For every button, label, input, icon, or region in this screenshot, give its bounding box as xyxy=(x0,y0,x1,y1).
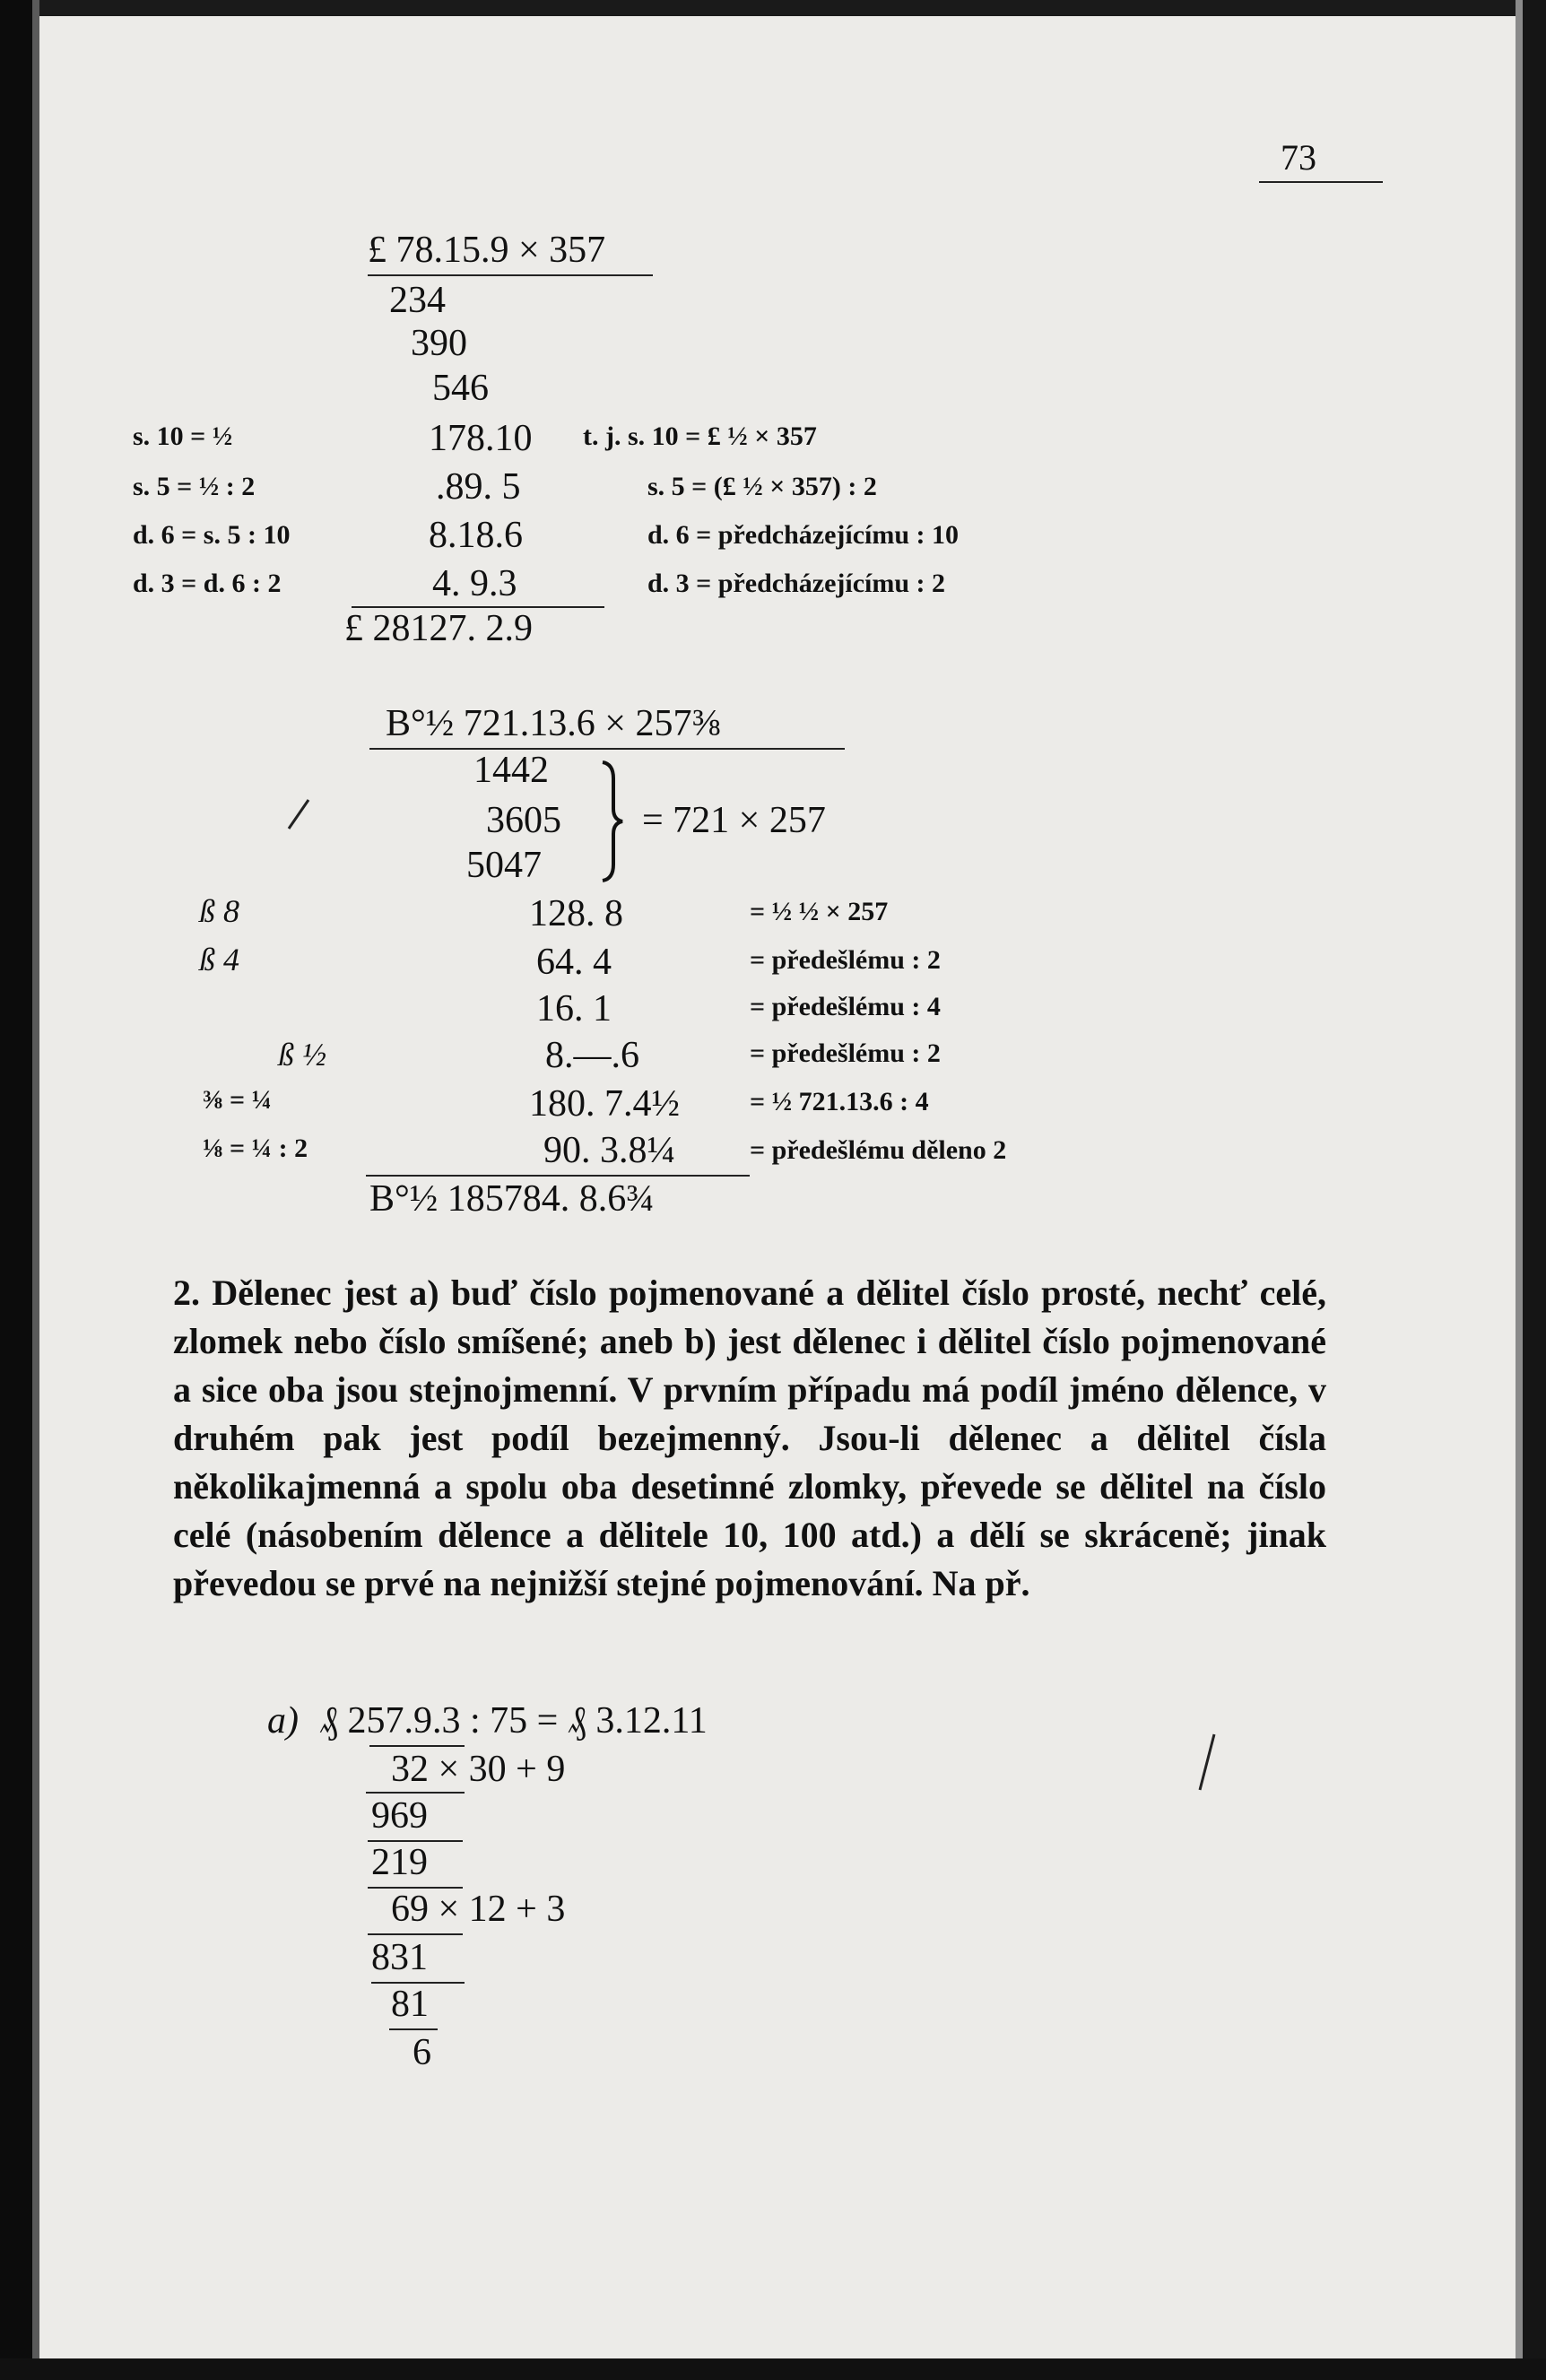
block2-value: 180. 7.4½ xyxy=(529,1083,680,1125)
block1-value: 4. 9.3 xyxy=(432,563,517,604)
curly-brace-icon xyxy=(599,760,624,882)
block2-left-note: ß 8 xyxy=(199,893,239,929)
block3-header: ₰ 257.9.3 : 75 = ₰ 3.12.11 xyxy=(319,1700,708,1742)
block1-right-note: t. j. s. 10 = £ ½ × 357 xyxy=(583,421,817,451)
block2-right-note: = ½ 721.13.6 : 4 xyxy=(750,1087,929,1116)
block2-right-note: = předešlému : 2 xyxy=(750,1038,941,1068)
block1-partial: 234 xyxy=(389,280,446,321)
block2-value: 64. 4 xyxy=(536,942,612,983)
block2-value: 16. 1 xyxy=(536,988,612,1029)
block2-total: B°½ 185784. 8.6¾ xyxy=(369,1178,655,1220)
block3-rule xyxy=(368,1933,463,1935)
block2-right-note: = předešlému : 4 xyxy=(750,992,941,1021)
pencil-mark-icon xyxy=(1193,1731,1220,1794)
scan-border-left xyxy=(0,0,32,2380)
scan-border-top xyxy=(0,0,1546,16)
block1-header-rule xyxy=(368,274,653,276)
block1-left-note: s. 10 = ½ xyxy=(133,421,233,451)
block2-header-rule xyxy=(369,748,845,750)
block2-left-note: ß 4 xyxy=(199,942,239,977)
block2-value: 128. 8 xyxy=(529,893,623,934)
block2-left-note: ⅜ = ¼ xyxy=(203,1085,273,1115)
block2-partial: 3605 xyxy=(486,800,561,841)
block1-value: .89. 5 xyxy=(436,466,521,508)
block3-step: 32 × 30 + 9 xyxy=(391,1749,566,1790)
paragraph-text: 2. Dělenec jest a) buď číslo pojmenované a dělitel číslo prosté, nechť celé, zlomek nebo číslo smíšené; aneb b) jest dělenec i dělitel číslo pojmenované a sice oba jsou stejnojmenní. V prvním případu má podíl jméno dělence, v druhém pak jest podíl bezejmenný. Jsou-li dělenec a dělitel čísla několikajmenná a spolu oba desetinné zlomky, převede se dělitel na číslo celé (násobením dělence a dělitele 10, 100 atd.) a dělí se skráceně; jinak převedou se prvé na nejnižší stejné pojmenování. Na př. xyxy=(173,1273,1326,1603)
block2-partial: 1442 xyxy=(473,750,549,791)
block1-right-note: d. 3 = předcházejícímu : 2 xyxy=(647,569,946,598)
block2-right-note: = předešlému děleno 2 xyxy=(750,1135,1007,1165)
block3-step: 6 xyxy=(413,2032,431,2073)
block1-left-note: d. 3 = d. 6 : 2 xyxy=(133,569,282,598)
page-number: 73 xyxy=(1281,137,1316,178)
body-paragraph xyxy=(173,1269,1326,1608)
scan-border-bottom xyxy=(0,2358,1546,2380)
block3-rule xyxy=(366,1792,465,1794)
block2-left-note: ⅛ = ¼ : 2 xyxy=(203,1134,308,1163)
block1-right-note: d. 6 = předcházejícímu : 10 xyxy=(647,520,960,550)
block3-rule xyxy=(389,2028,438,2030)
pencil-mark-icon xyxy=(285,796,312,832)
block1-value: 178.10 xyxy=(429,418,533,459)
scan-border-right xyxy=(1523,0,1546,2380)
block1-value: 8.18.6 xyxy=(429,515,523,556)
block3-label: a) xyxy=(267,1700,299,1742)
block2-right-note: = předešlému : 2 xyxy=(750,945,941,975)
block3-step: 969 xyxy=(371,1795,428,1837)
block2-brace-note: = 721 × 257 xyxy=(642,800,826,841)
block2-total-rule xyxy=(366,1175,750,1177)
block1-partial: 546 xyxy=(432,368,489,409)
scan-border-left-shadow xyxy=(32,0,39,2380)
block1-total: £ 28127. 2.9 xyxy=(344,608,533,649)
page-number-rule xyxy=(1259,181,1383,183)
block2-partial: 5047 xyxy=(466,845,542,886)
block2-value: 90. 3.8¼ xyxy=(543,1130,675,1171)
scan-border-right-shadow xyxy=(1516,0,1523,2380)
block1-left-note: d. 6 = s. 5 : 10 xyxy=(133,520,291,550)
block3-step: 69 × 12 + 3 xyxy=(391,1889,566,1930)
block3-step: 831 xyxy=(371,1937,428,1978)
block3-rule xyxy=(369,1745,465,1747)
block2-value: 8.—.6 xyxy=(545,1035,639,1076)
block1-partial: 390 xyxy=(411,323,467,364)
block1-right-note: s. 5 = (£ ½ × 357) : 2 xyxy=(647,472,877,501)
block1-left-note: s. 5 = ½ : 2 xyxy=(133,472,256,501)
block2-header: B°½ 721.13.6 × 257⅜ xyxy=(386,703,720,744)
block2-left-note: ß ½ xyxy=(278,1037,326,1073)
block1-header: £ 78.15.9 × 357 xyxy=(368,230,606,271)
block3-step: 81 xyxy=(391,1984,429,2025)
block2-right-note: = ½ ½ × 257 xyxy=(750,897,889,926)
block3-step: 219 xyxy=(371,1842,428,1883)
